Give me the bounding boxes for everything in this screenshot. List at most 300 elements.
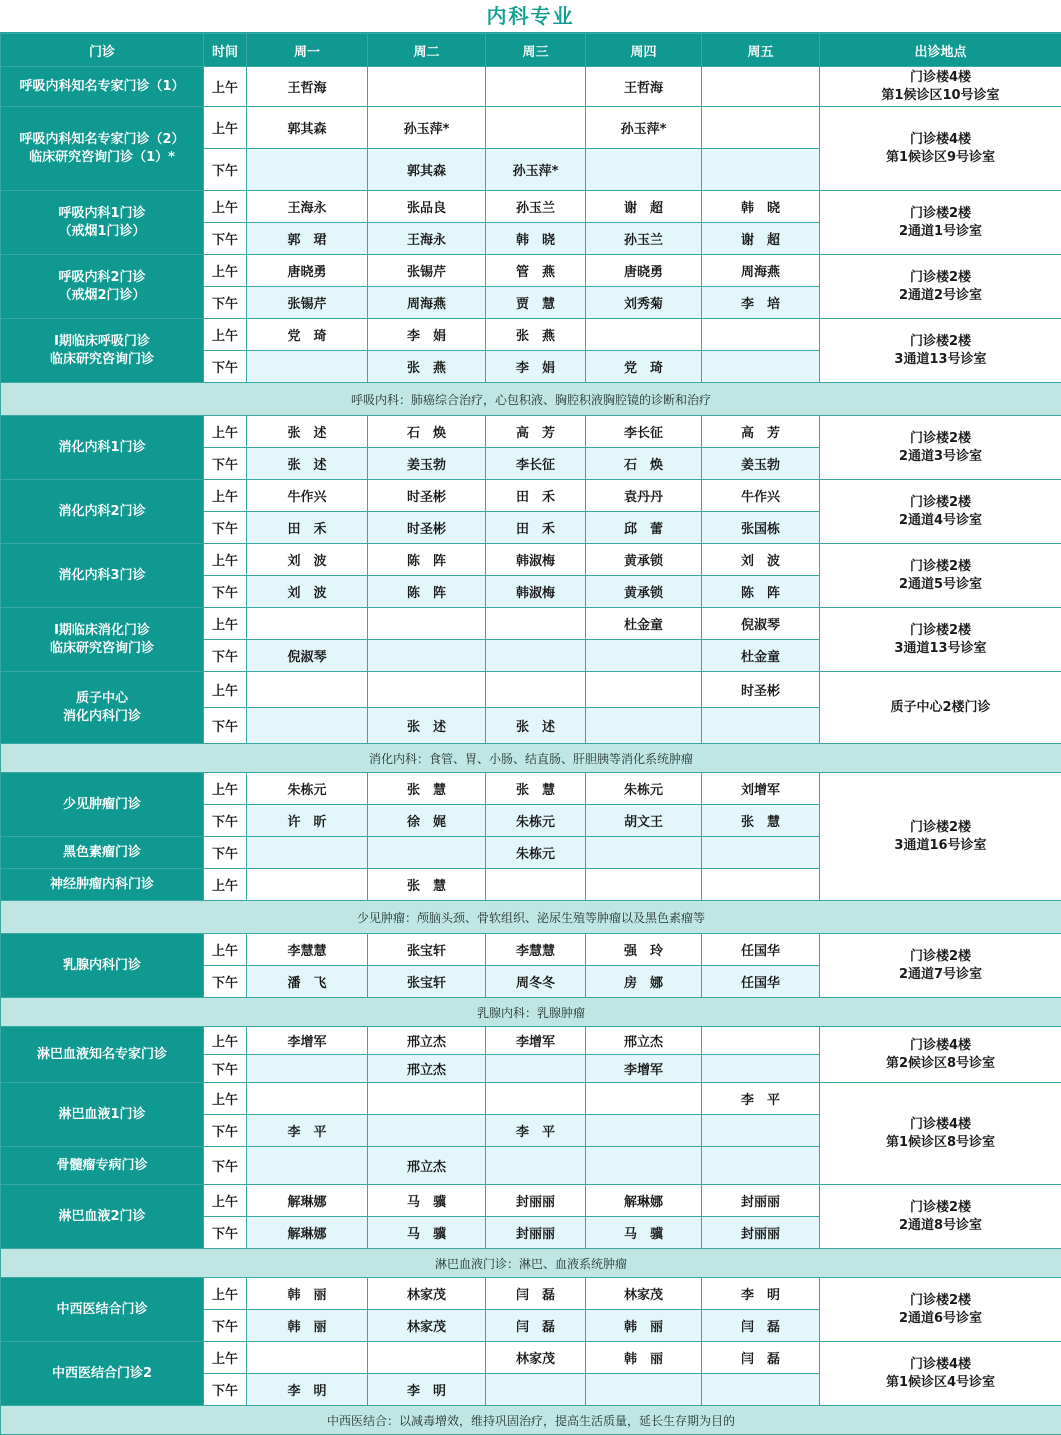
clinic-location-line: 3通道13号诊室	[820, 351, 1061, 369]
doctor-cell-fri: 刘 波	[702, 544, 820, 576]
doctor-cell-tue: 孙玉萍*	[368, 107, 486, 149]
doctor-cell-thu: 韩 丽	[586, 1342, 702, 1374]
doctor-cell-thu: 解琳娜	[586, 1185, 702, 1217]
clinic-name-line: 黑色素瘤门诊	[1, 844, 203, 862]
clinic-name-line: 质子中心	[1, 690, 203, 708]
clinic-location	[820, 255, 1061, 319]
doctor-cell-tue: 马 骥	[368, 1185, 486, 1217]
doctor-cell-tue: 周海燕	[368, 287, 486, 319]
schedule-row	[1, 319, 1061, 351]
doctor-cell-tue: 王海永	[368, 223, 486, 255]
doctor-cell-thu: 党 琦	[586, 351, 702, 383]
doctor-cell-thu: 刘秀菊	[586, 287, 702, 319]
doctor-cell-fri: 闫 磊	[702, 1310, 820, 1342]
time-slot: 上午	[204, 319, 247, 351]
clinic-location-line: 门诊楼4楼	[820, 69, 1061, 87]
clinic-location	[820, 319, 1061, 383]
doctor-cell-tue: 时圣彬	[368, 512, 486, 544]
doctor-cell-thu: 黄承锁	[586, 544, 702, 576]
doctor-cell-wed: 朱栋元	[486, 837, 586, 869]
clinic-location-line: 门诊楼2楼	[820, 1199, 1061, 1217]
doctor-cell-fri	[702, 837, 820, 869]
doctor-cell-thu: 李长征	[586, 416, 702, 448]
doctor-cell-mon: 李 明	[247, 1374, 368, 1406]
doctor-cell-tue: 张宝轩	[368, 966, 486, 998]
doctor-cell-tue	[368, 640, 486, 672]
schedule-row	[1, 1185, 1061, 1217]
doctor-cell-wed: 张 慧	[486, 773, 586, 805]
clinic-location	[820, 480, 1061, 544]
doctor-cell-fri	[702, 149, 820, 191]
clinic-location-line: 2通道5号诊室	[820, 576, 1061, 594]
header-tue: 周二	[368, 34, 486, 67]
doctor-cell-thu: 王哲海	[586, 67, 702, 107]
clinic-location-line: 2通道1号诊室	[820, 223, 1061, 241]
schedule-row	[1, 1083, 1061, 1115]
clinic-name-line: 骨髓瘤专病门诊	[1, 1157, 203, 1175]
clinic-name	[1, 837, 204, 869]
doctor-cell-fri: 任国华	[702, 966, 820, 998]
doctor-cell-mon: 李慧慧	[247, 934, 368, 966]
time-slot: 上午	[204, 67, 247, 107]
clinic-location	[820, 67, 1061, 107]
doctor-cell-tue: 张 慧	[368, 869, 486, 901]
clinic-name-line: 淋巴血液知名专家门诊	[1, 1046, 203, 1064]
doctor-cell-thu	[586, 1083, 702, 1115]
clinic-location-line: 门诊楼2楼	[820, 558, 1061, 576]
clinic-name	[1, 416, 204, 480]
doctor-cell-tue: 张 述	[368, 708, 486, 744]
doctor-cell-mon	[247, 1342, 368, 1374]
doctor-cell-fri: 闫 磊	[702, 1342, 820, 1374]
header-thu: 周四	[586, 34, 702, 67]
doctor-cell-mon: 许 昕	[247, 805, 368, 837]
doctor-cell-tue: 张 慧	[368, 773, 486, 805]
header-location: 出诊地点	[820, 34, 1061, 67]
doctor-cell-fri: 陈 阵	[702, 576, 820, 608]
doctor-cell-wed: 封丽丽	[486, 1185, 586, 1217]
doctor-cell-fri: 谢 超	[702, 223, 820, 255]
doctor-cell-thu: 李增军	[586, 1055, 702, 1083]
doctor-cell-wed: 管 燕	[486, 255, 586, 287]
doctor-cell-thu: 黄承锁	[586, 576, 702, 608]
clinic-name	[1, 773, 204, 837]
doctor-cell-thu	[586, 672, 702, 708]
clinic-location-line: 门诊楼2楼	[820, 819, 1061, 837]
clinic-name	[1, 480, 204, 544]
clinic-name-line: 呼吸内科1门诊	[1, 205, 203, 223]
doctor-cell-wed: 韩 晓	[486, 223, 586, 255]
doctor-cell-tue: 张宝轩	[368, 934, 486, 966]
time-slot: 下午	[204, 448, 247, 480]
doctor-cell-mon	[247, 1055, 368, 1083]
doctor-cell-tue: 林家茂	[368, 1278, 486, 1310]
doctor-cell-thu	[586, 319, 702, 351]
doctor-cell-tue	[368, 1083, 486, 1115]
clinic-name-line: 少见肿瘤门诊	[1, 796, 203, 814]
clinic-name	[1, 1185, 204, 1249]
schedule-table	[0, 33, 1061, 1435]
clinic-location-line: 3通道13号诊室	[820, 640, 1061, 658]
clinic-location-line: 2通道8号诊室	[820, 1217, 1061, 1235]
schedule-row	[1, 1027, 1061, 1055]
time-slot: 下午	[204, 1217, 247, 1249]
clinic-name	[1, 191, 204, 255]
doctor-cell-thu: 杜金童	[586, 608, 702, 640]
doctor-cell-wed: 李增军	[486, 1027, 586, 1055]
doctor-cell-wed	[486, 67, 586, 107]
header-wed: 周三	[486, 34, 586, 67]
schedule-row	[1, 608, 1061, 640]
doctor-cell-wed: 朱栋元	[486, 805, 586, 837]
clinic-location-line: 第1候诊区10号诊室	[820, 87, 1061, 105]
time-slot: 上午	[204, 1278, 247, 1310]
clinic-location-line: 门诊楼2楼	[820, 1292, 1061, 1310]
note-text: 乳腺内科：乳腺肿瘤	[1, 998, 1061, 1027]
doctor-cell-mon: 李增军	[247, 1027, 368, 1055]
clinic-location-line: 门诊楼2楼	[820, 430, 1061, 448]
doctor-cell-fri: 周海燕	[702, 255, 820, 287]
doctor-cell-wed: 贾 慧	[486, 287, 586, 319]
clinic-location-line: 门诊楼2楼	[820, 948, 1061, 966]
doctor-cell-tue	[368, 837, 486, 869]
schedule-row	[1, 67, 1061, 107]
doctor-cell-tue: 邢立杰	[368, 1055, 486, 1083]
clinic-name-line: 淋巴血液1门诊	[1, 1106, 203, 1124]
clinic-location-line: 2通道6号诊室	[820, 1310, 1061, 1328]
note-row	[1, 744, 1061, 773]
doctor-cell-mon: 解琳娜	[247, 1217, 368, 1249]
doctor-cell-tue: 林家茂	[368, 1310, 486, 1342]
doctor-cell-fri	[702, 67, 820, 107]
clinic-location	[820, 191, 1061, 255]
doctor-cell-mon	[247, 351, 368, 383]
doctor-cell-mon: 党 琦	[247, 319, 368, 351]
clinic-name	[1, 1147, 204, 1185]
time-slot: 上午	[204, 480, 247, 512]
doctor-cell-wed	[486, 1055, 586, 1083]
clinic-location	[820, 1083, 1061, 1185]
doctor-cell-wed: 闫 磊	[486, 1278, 586, 1310]
clinic-location	[820, 773, 1061, 901]
time-slot: 下午	[204, 223, 247, 255]
doctor-cell-tue: 郭其森	[368, 149, 486, 191]
clinic-name-line: 消化内科门诊	[1, 708, 203, 726]
doctor-cell-mon	[247, 1083, 368, 1115]
time-slot: 下午	[204, 351, 247, 383]
clinic-name-line: Ⅰ期临床消化门诊	[1, 622, 203, 640]
doctor-cell-fri	[702, 351, 820, 383]
doctor-cell-mon	[247, 869, 368, 901]
doctor-cell-mon: 郭其森	[247, 107, 368, 149]
doctor-cell-wed: 高 芳	[486, 416, 586, 448]
clinic-location-line: 质子中心2楼门诊	[820, 699, 1061, 717]
clinic-name-line: 淋巴血液2门诊	[1, 1208, 203, 1226]
doctor-cell-wed: 李 平	[486, 1115, 586, 1147]
clinic-location-line: 第1候诊区9号诊室	[820, 149, 1061, 167]
clinic-location	[820, 1278, 1061, 1342]
clinic-location	[820, 934, 1061, 998]
doctor-cell-fri: 牛作兴	[702, 480, 820, 512]
doctor-cell-fri: 时圣彬	[702, 672, 820, 708]
clinic-location-line: 门诊楼4楼	[820, 1116, 1061, 1134]
doctor-cell-thu: 朱栋元	[586, 773, 702, 805]
header-fri: 周五	[702, 34, 820, 67]
doctor-cell-fri: 封丽丽	[702, 1217, 820, 1249]
note-row	[1, 1249, 1061, 1278]
doctor-cell-wed: 张 燕	[486, 319, 586, 351]
doctor-cell-wed: 李慧慧	[486, 934, 586, 966]
time-slot: 上午	[204, 191, 247, 223]
time-slot: 下午	[204, 1055, 247, 1083]
doctor-cell-fri: 刘增军	[702, 773, 820, 805]
clinic-location-line: 3通道16号诊室	[820, 837, 1061, 855]
clinic-location-line: 第1候诊区4号诊室	[820, 1374, 1061, 1392]
header-time: 时间	[204, 34, 247, 67]
clinic-name-line: 临床研究咨询门诊（1）*	[1, 149, 203, 167]
schedule-row	[1, 773, 1061, 805]
clinic-location	[820, 1027, 1061, 1083]
doctor-cell-tue: 陈 阵	[368, 544, 486, 576]
clinic-location	[820, 608, 1061, 672]
doctor-cell-mon	[247, 608, 368, 640]
header-row	[1, 34, 1061, 67]
doctor-cell-thu: 孙玉萍*	[586, 107, 702, 149]
doctor-cell-wed: 韩淑梅	[486, 576, 586, 608]
doctor-cell-mon: 韩 丽	[247, 1310, 368, 1342]
clinic-name	[1, 672, 204, 744]
doctor-cell-fri: 封丽丽	[702, 1185, 820, 1217]
time-slot: 下午	[204, 1147, 247, 1185]
time-slot: 下午	[204, 708, 247, 744]
doctor-cell-thu: 谢 超	[586, 191, 702, 223]
time-slot: 下午	[204, 640, 247, 672]
doctor-cell-mon: 张 述	[247, 416, 368, 448]
doctor-cell-tue: 马 骥	[368, 1217, 486, 1249]
clinic-name	[1, 608, 204, 672]
clinic-name-line: 呼吸内科2门诊	[1, 269, 203, 287]
clinic-location-line: 2通道3号诊室	[820, 448, 1061, 466]
doctor-cell-fri	[702, 1027, 820, 1055]
doctor-cell-tue: 陈 阵	[368, 576, 486, 608]
clinic-name	[1, 107, 204, 191]
doctor-cell-mon: 牛作兴	[247, 480, 368, 512]
clinic-location-line: 门诊楼2楼	[820, 205, 1061, 223]
schedule-row	[1, 672, 1061, 708]
clinic-location	[820, 107, 1061, 191]
schedule-row	[1, 480, 1061, 512]
time-slot: 下午	[204, 287, 247, 319]
doctor-cell-mon: 刘 波	[247, 576, 368, 608]
doctor-cell-thu: 孙玉兰	[586, 223, 702, 255]
doctor-cell-wed	[486, 672, 586, 708]
clinic-name-line: 消化内科3门诊	[1, 567, 203, 585]
doctor-cell-thu: 袁丹丹	[586, 480, 702, 512]
doctor-cell-wed	[486, 869, 586, 901]
time-slot: 下午	[204, 1374, 247, 1406]
note-row	[1, 1406, 1061, 1435]
time-slot: 下午	[204, 966, 247, 998]
doctor-cell-wed: 封丽丽	[486, 1217, 586, 1249]
time-slot: 上午	[204, 869, 247, 901]
clinic-name	[1, 1027, 204, 1083]
doctor-cell-wed: 孙玉兰	[486, 191, 586, 223]
doctor-cell-thu	[586, 708, 702, 744]
doctor-cell-tue	[368, 67, 486, 107]
doctor-cell-mon: 韩 丽	[247, 1278, 368, 1310]
doctor-cell-tue	[368, 1115, 486, 1147]
clinic-name-line: 临床研究咨询门诊	[1, 640, 203, 658]
doctor-cell-fri: 张国栋	[702, 512, 820, 544]
clinic-name-line: 中西医结合门诊	[1, 1301, 203, 1319]
clinic-name-line: 呼吸内科知名专家门诊（1）	[1, 78, 203, 96]
doctor-cell-wed: 周冬冬	[486, 966, 586, 998]
doctor-cell-wed	[486, 640, 586, 672]
time-slot: 上午	[204, 1185, 247, 1217]
clinic-location-line: 门诊楼4楼	[820, 1356, 1061, 1374]
doctor-cell-thu: 唐晓勇	[586, 255, 702, 287]
time-slot: 下午	[204, 837, 247, 869]
clinic-location-line: 第2候诊区8号诊室	[820, 1055, 1061, 1073]
note-text: 少见肿瘤：颅脑头颈、骨软组织、泌尿生殖等肿瘤以及黑色素瘤等	[1, 901, 1061, 934]
doctor-cell-thu	[586, 1147, 702, 1185]
doctor-cell-thu	[586, 837, 702, 869]
clinic-location	[820, 1185, 1061, 1249]
schedule-row	[1, 191, 1061, 223]
clinic-name-line: 临床研究咨询门诊	[1, 351, 203, 369]
doctor-cell-wed	[486, 1147, 586, 1185]
doctor-cell-thu: 邱 蕾	[586, 512, 702, 544]
doctor-cell-fri	[702, 1115, 820, 1147]
clinic-location-line: 第1候诊区8号诊室	[820, 1134, 1061, 1152]
doctor-cell-tue: 姜玉勃	[368, 448, 486, 480]
clinic-location	[820, 544, 1061, 608]
schedule-row	[1, 1278, 1061, 1310]
doctor-cell-wed	[486, 608, 586, 640]
clinic-location-line: 门诊楼2楼	[820, 622, 1061, 640]
clinic-name-line: 消化内科2门诊	[1, 503, 203, 521]
doctor-cell-fri: 韩 晓	[702, 191, 820, 223]
doctor-cell-mon: 倪淑琴	[247, 640, 368, 672]
time-slot: 下午	[204, 1310, 247, 1342]
doctor-cell-wed: 闫 磊	[486, 1310, 586, 1342]
doctor-cell-tue	[368, 1342, 486, 1374]
doctor-cell-mon: 朱栋元	[247, 773, 368, 805]
doctor-cell-fri	[702, 869, 820, 901]
doctor-cell-fri: 杜金童	[702, 640, 820, 672]
time-slot: 下午	[204, 576, 247, 608]
note-text: 呼吸内科：肺癌综合治疗，心包积液、胸腔积液胸腔镜的诊断和治疗	[1, 383, 1061, 416]
doctor-cell-thu	[586, 869, 702, 901]
doctor-cell-mon	[247, 672, 368, 708]
clinic-name	[1, 319, 204, 383]
doctor-cell-fri	[702, 1055, 820, 1083]
doctor-cell-mon: 田 禾	[247, 512, 368, 544]
clinic-name-line: 神经肿瘤内科门诊	[1, 876, 203, 894]
schedule-row	[1, 107, 1061, 149]
clinic-location-line: 门诊楼4楼	[820, 1037, 1061, 1055]
time-slot: 上午	[204, 1027, 247, 1055]
doctor-cell-thu: 石 焕	[586, 448, 702, 480]
doctor-cell-tue: 邢立杰	[368, 1027, 486, 1055]
doctor-cell-tue: 张品良	[368, 191, 486, 223]
doctor-cell-tue: 李 明	[368, 1374, 486, 1406]
page-title: 内科专业	[0, 0, 1061, 33]
doctor-cell-thu	[586, 1374, 702, 1406]
schedule-row	[1, 416, 1061, 448]
clinic-location-line: 2通道4号诊室	[820, 512, 1061, 530]
doctor-cell-tue	[368, 672, 486, 708]
doctor-cell-thu	[586, 1115, 702, 1147]
doctor-cell-fri: 李 培	[702, 287, 820, 319]
header-clinic: 门诊	[1, 34, 204, 67]
time-slot: 上午	[204, 934, 247, 966]
doctor-cell-thu: 林家茂	[586, 1278, 702, 1310]
clinic-location-line: 门诊楼2楼	[820, 269, 1061, 287]
schedule-body	[1, 67, 1061, 1435]
note-row	[1, 383, 1061, 416]
doctor-cell-fri: 姜玉勃	[702, 448, 820, 480]
time-slot: 下午	[204, 1115, 247, 1147]
doctor-cell-tue: 张锡芹	[368, 255, 486, 287]
doctor-cell-mon	[247, 837, 368, 869]
doctor-cell-tue: 邢立杰	[368, 1147, 486, 1185]
doctor-cell-fri	[702, 708, 820, 744]
doctor-cell-mon: 李 平	[247, 1115, 368, 1147]
doctor-cell-fri	[702, 107, 820, 149]
doctor-cell-wed	[486, 1374, 586, 1406]
time-slot: 上午	[204, 416, 247, 448]
doctor-cell-thu: 邢立杰	[586, 1027, 702, 1055]
clinic-name	[1, 934, 204, 998]
doctor-cell-thu: 马 骥	[586, 1217, 702, 1249]
clinic-name-line: 呼吸内科知名专家门诊（2）	[1, 131, 203, 149]
doctor-cell-mon: 解琳娜	[247, 1185, 368, 1217]
doctor-cell-thu	[586, 149, 702, 191]
doctor-cell-fri	[702, 1374, 820, 1406]
doctor-cell-thu: 胡文王	[586, 805, 702, 837]
doctor-cell-thu: 强 玲	[586, 934, 702, 966]
clinic-name-line: （戒烟1门诊）	[1, 223, 203, 241]
doctor-cell-tue	[368, 608, 486, 640]
doctor-cell-fri: 倪淑琴	[702, 608, 820, 640]
clinic-name	[1, 1342, 204, 1406]
doctor-cell-mon: 王哲海	[247, 67, 368, 107]
doctor-cell-mon: 唐晓勇	[247, 255, 368, 287]
time-slot: 上午	[204, 107, 247, 149]
clinic-location-line: 门诊楼4楼	[820, 131, 1061, 149]
schedule-row	[1, 255, 1061, 287]
clinic-name-line: 乳腺内科门诊	[1, 957, 203, 975]
clinic-location	[820, 416, 1061, 480]
time-slot: 上午	[204, 773, 247, 805]
time-slot: 下午	[204, 149, 247, 191]
doctor-cell-mon	[247, 708, 368, 744]
doctor-cell-wed	[486, 107, 586, 149]
schedule-row	[1, 934, 1061, 966]
clinic-name-line: Ⅰ期临床呼吸门诊	[1, 333, 203, 351]
clinic-location-line: 2通道7号诊室	[820, 966, 1061, 984]
doctor-cell-wed: 林家茂	[486, 1342, 586, 1374]
doctor-cell-wed: 韩淑梅	[486, 544, 586, 576]
doctor-cell-fri	[702, 1147, 820, 1185]
clinic-location-line: 门诊楼2楼	[820, 494, 1061, 512]
clinic-name-line: 中西医结合门诊2	[1, 1365, 203, 1383]
clinic-name	[1, 67, 204, 107]
doctor-cell-thu: 韩 丽	[586, 1310, 702, 1342]
header-mon: 周一	[247, 34, 368, 67]
clinic-location	[820, 1342, 1061, 1406]
